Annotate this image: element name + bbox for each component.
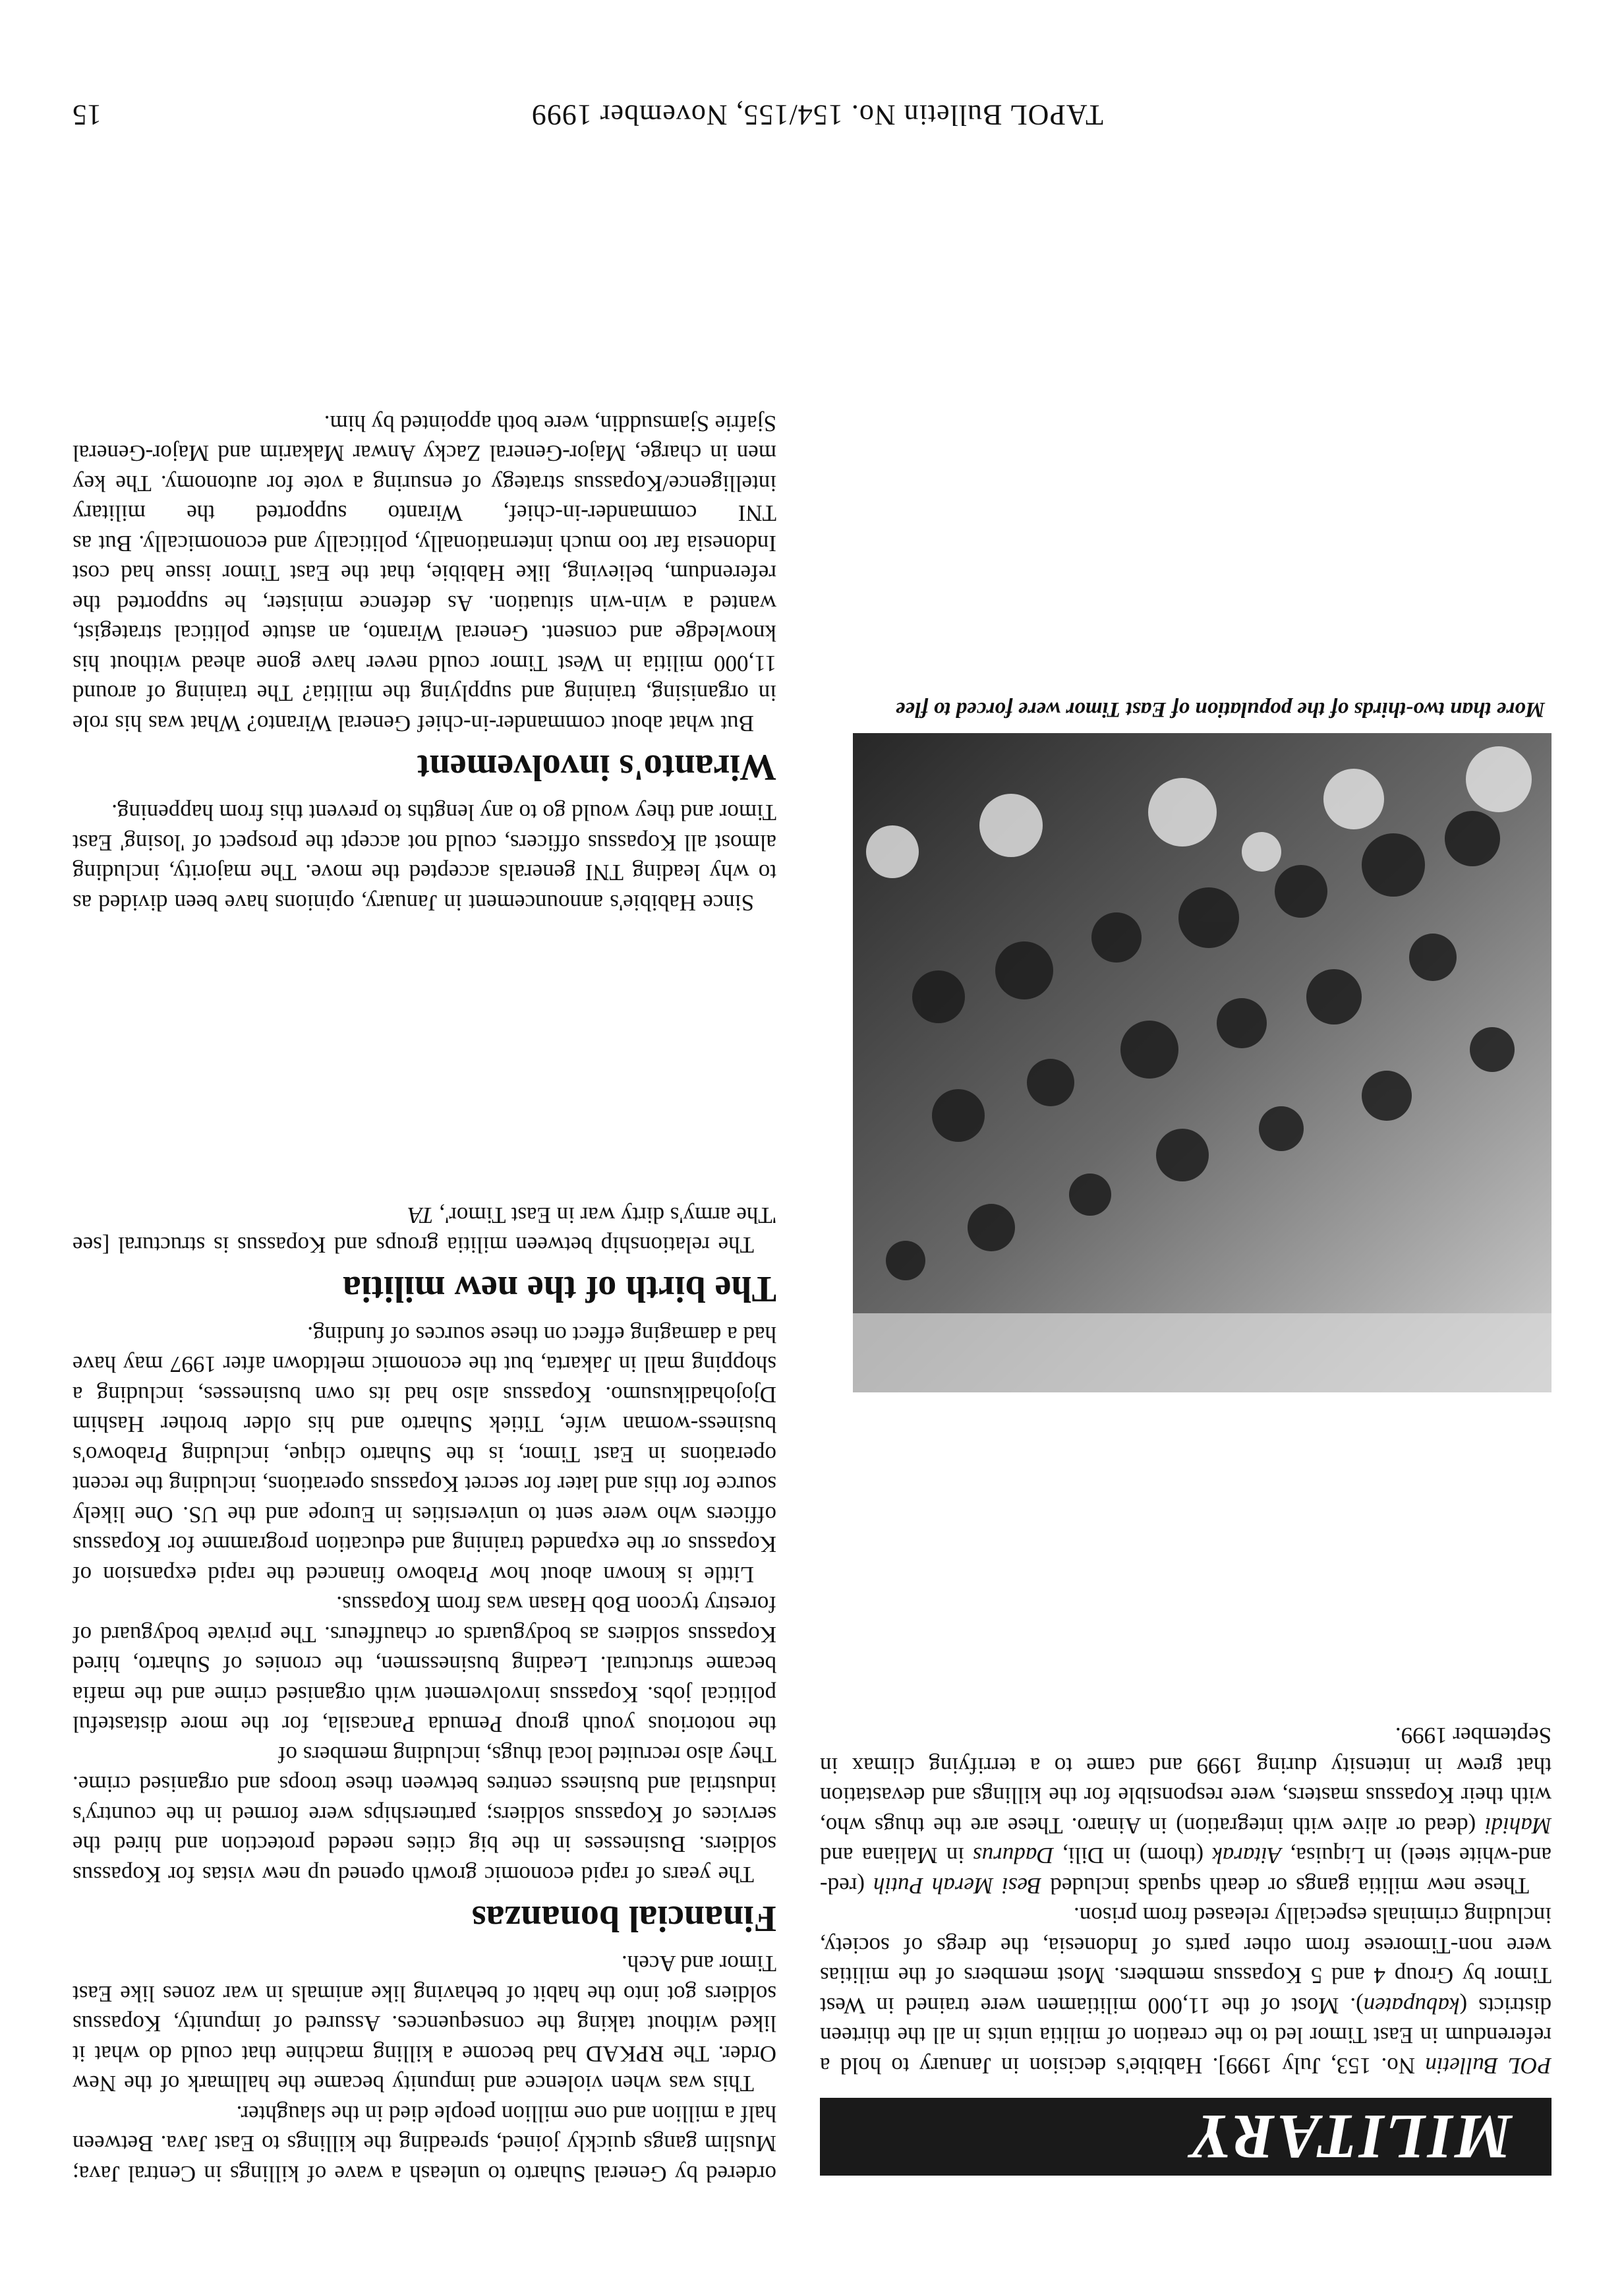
death-squads-paragraph: These new militia gangs or death squads included Besi Merah Putih (red-and-white steel) in Liquisa, Aitarak (thorn) in Dili, Dadurus in Maliana and Mahidi (dead or alive with integration) in Ainaro. These are the thugs who, with their Kopassus masters, were responsible for the killings and devastation that grew in intensity during 1999 and came to a terrifying climax in September 1999. <box>819 1723 1552 1899</box>
heading-wiranto: Wiranto's involvement <box>417 747 776 788</box>
intro-paragraph: ordered by General Suharto to unleash a wave of killings in Central Java; Muslim gangs quickly joined, spreading the killings to East Java. Between half a million and one million people died in the slaughter. <box>72 2101 776 2187</box>
page-footer <box>72 92 1552 132</box>
photo-image <box>853 733 1552 1392</box>
bulletin-paragraph: POL Bulletin No. 153, July 1999]. Habibie's decision in January to hold a referendum in East Timor led to the creation of militia units in all the thirteen districts (kabupaten). Most of the 11,000 militiamen were trained in West Timor by Group 4 and 5 Kopassus members. Most members of the militias were non-Timorese from other parts of Indonesia, the dregs of society, including criminals especially released from prison. <box>820 1903 1552 2079</box>
financial-paragraph: The years of rapid economic growth opened up new vistas for Kopassus soldiers. Businesses in the big cities needed protection and hired the services of Kopassus soldiers; partnerships were formed in the country's industrial and business centres between these troops and organised crime. They also recruited local thugs, including members of <box>72 1742 776 1888</box>
heading-financial-bonanzas: Financial bonanzas <box>471 1898 776 1939</box>
heading-birth-militia: The birth of the new militia <box>343 1268 776 1310</box>
thugs-paragraph: the notorious youth group Pemuda Pancasila, for the more distasteful political jobs. Kopassus involvement with organised crime and the mafia became structural. Leading businessmen, the cronies of Suharto, hired Kopassus soldiers as bodyguards or chauffeurs. The private bodyguard of forestry tycoon Bob Hasan was from Kopassus. <box>72 1591 776 1738</box>
refugee-crowd-photo <box>853 733 1552 1392</box>
left-column <box>72 1201 776 2189</box>
wiranto-section <box>72 409 776 918</box>
right-column <box>820 1721 1552 2189</box>
wiranto-paragraph: But what about commander-in-chief General Wiranto? What was his role in organising, training and supplying the militia? The training of around 11,000 militia in West Timor could never have gone ahead without his knowledge and consent. General Wiranto, an astute political strategist, wanted a win-win situation. As defence minister, he supported the referendum, believing, like Habibie, that the East Timor issue had cost Indonesia far too much internationally, politically and economically. But as TNI commander-in-chief, Wiranto supported the military intelligence/Kopassus strategy of ensuring a vote for autonomy. The key men in charge, Major-General Zacky Anwar Makarim and Major-General Sjafrie Sjamsuddin, were both appointed by him. <box>72 411 776 736</box>
hallmark-paragraph: This was when violence and impunity became the hallmark of the New Order. The RPKAD had become a killing machine that could do what it liked without taking the consequences. Assured of impunity, Kopassus soldiers got into the habit of behaving like animals in war zones like East Timor and Aceh. <box>72 1951 776 2097</box>
prabowo-paragraph: Little is known about how Prabowo financed the rapid expansion of Kopassus or the expanded training and education programme for Kopassus officers who were sent to universities in Europe and the US. One likely source for this and later for secret Kopassus operations, including the recent operations in East Timor, is the Suharto clique, including Prabowo's business-woman wife, Titiek Suharto and his older brother Hashim Djojohadikusumo. Kopassus also had its own businesses, including a shopping mall in Jakarta, but the economic meltdown after 1997 may have had a damaging effect on these sources of funding. <box>72 1322 776 1588</box>
since-habibie-text: Since Habibie's announcement in January, opinions have been divided as to why leading TNI generals accepted the move. The majority, including almost all Kopassus officers, could not accept the prospect of 'losing' East Timor and they would go to any lengths to prevent this from happening. <box>72 800 776 916</box>
publication-line: TAPOL Bulletin No. 154/155, November 1999 <box>531 99 1103 131</box>
photo-caption: More than two-thirds of the population of East Timor were forced to flee <box>895 698 1545 721</box>
birth-paragraph: The relationship between militia groups and Kopassus is structural [see 'The army's dirty war in East Timor', TA <box>72 1203 776 1259</box>
page-number: 15 <box>72 99 102 131</box>
section-banner-military: MILITARY <box>820 2098 1552 2176</box>
organised-crime-section <box>72 1201 776 1740</box>
